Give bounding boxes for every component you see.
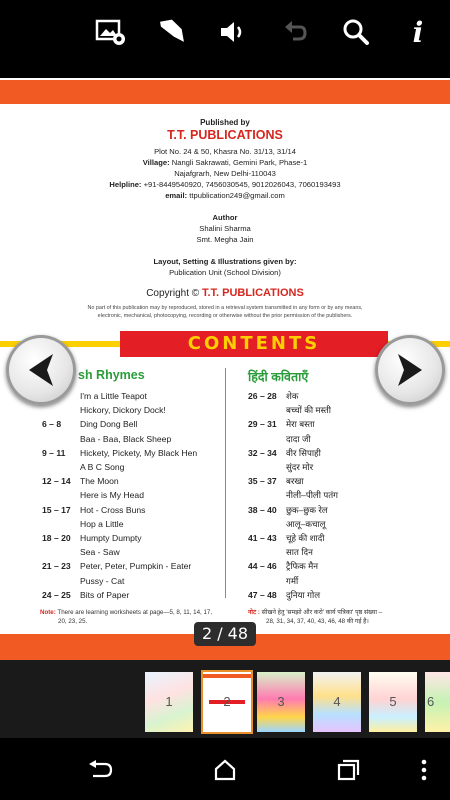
toc-title: सात दिन bbox=[286, 547, 313, 558]
toc-row[interactable] bbox=[248, 517, 326, 531]
toc-page-range: 6 – 8 bbox=[42, 419, 62, 430]
overflow-menu-button[interactable] bbox=[414, 756, 434, 784]
thumbnail-number: 1 bbox=[165, 694, 173, 709]
publisher-address-2: Najafgrarh, New Delhi-110043 bbox=[174, 169, 276, 178]
toc-row[interactable] bbox=[42, 432, 171, 446]
toc-row[interactable] bbox=[248, 545, 313, 559]
toc-row[interactable] bbox=[248, 417, 315, 431]
toc-title: शेक bbox=[286, 391, 299, 401]
toc-row[interactable] bbox=[248, 474, 304, 488]
toc-row[interactable] bbox=[248, 403, 331, 417]
toc-title: दादा जी bbox=[286, 433, 311, 444]
publisher-helpline bbox=[0, 179, 450, 190]
toc-page-range: 44 – 46 bbox=[248, 561, 277, 572]
toc-row[interactable] bbox=[42, 545, 120, 559]
toc-title: बच्चों की मस्ती bbox=[286, 405, 332, 416]
arrow-left-icon bbox=[23, 350, 59, 390]
recent-apps-icon bbox=[337, 759, 361, 781]
hindi-note-line-1: सीखने हेतु 'समझो और करो' कार्य पत्रिका' पृष्ठ संख्या – bbox=[261, 609, 383, 616]
toc-title: गर्मी bbox=[286, 575, 299, 586]
back-icon bbox=[87, 760, 113, 780]
thumbnail-page-3[interactable] bbox=[257, 672, 305, 732]
toc-row[interactable] bbox=[42, 588, 129, 602]
publisher-address-1: Plot No. 24 & 50, Khasra No. 31/13, 31/14 bbox=[154, 147, 296, 156]
toc-title: Hop a Little bbox=[80, 518, 124, 529]
undo-icon[interactable] bbox=[277, 14, 313, 50]
toc-row[interactable] bbox=[248, 574, 298, 588]
toc-row[interactable] bbox=[42, 517, 123, 531]
system-navigation-bar bbox=[0, 738, 450, 800]
disclaimer-line-2: electronic, mechanical, photocopying, recording or otherwise without the prior permission of the publishers. bbox=[97, 313, 353, 319]
toc-row[interactable] bbox=[248, 559, 318, 573]
toc-page-range: 47 – 48 bbox=[248, 589, 277, 600]
toc-title: ट्रैफिक मैन bbox=[286, 561, 319, 572]
toc-title: Hickory, Dickory Dock! bbox=[80, 405, 166, 416]
toc-row[interactable] bbox=[42, 417, 137, 431]
thumbnail-number: 6 bbox=[427, 694, 435, 709]
contents-title: CONTENTS bbox=[187, 333, 321, 354]
thumbnail-page-6[interactable] bbox=[425, 672, 450, 732]
email-label: email: bbox=[165, 191, 188, 200]
toc-page-range: 24 – 25 bbox=[42, 589, 71, 600]
toc-title: Humpty Dumpty bbox=[80, 533, 142, 543]
toc-title: बरखा bbox=[286, 476, 304, 487]
toc-title: I'm a Little Teapot bbox=[80, 391, 147, 401]
previous-page-button[interactable] bbox=[6, 335, 76, 405]
copyright-line bbox=[0, 287, 450, 299]
toc-title: नीली–पीली पतंग bbox=[286, 490, 338, 501]
toc-page-range: 26 – 28 bbox=[248, 391, 277, 401]
thumbnail-page-5[interactable] bbox=[369, 672, 417, 732]
toc-title: Hot - Cross Buns bbox=[80, 504, 146, 515]
toc-row[interactable] bbox=[248, 460, 313, 474]
toc-page-range: 9 – 11 bbox=[42, 447, 66, 458]
toc-row[interactable] bbox=[42, 403, 166, 417]
toc-row[interactable] bbox=[248, 531, 324, 545]
author-label: Author bbox=[212, 213, 238, 222]
next-page-button[interactable] bbox=[375, 335, 445, 405]
top-orange-band bbox=[0, 80, 450, 104]
toc-title: Ding Dong Bell bbox=[80, 419, 138, 430]
publisher-email bbox=[0, 190, 450, 201]
author-2: Smt. Megha Jain bbox=[196, 235, 254, 244]
top-toolbar bbox=[0, 0, 450, 78]
copyright-label: Copyright © bbox=[146, 288, 200, 299]
home-button[interactable] bbox=[210, 756, 240, 784]
toc-title: दुनिया गोल bbox=[286, 589, 321, 600]
arrow-right-icon bbox=[392, 350, 428, 390]
disclaimer bbox=[0, 304, 450, 320]
toc-page-range: 35 – 37 bbox=[248, 476, 277, 487]
toc-page-range: 29 – 31 bbox=[248, 419, 277, 430]
toc-page-range: 38 – 40 bbox=[248, 504, 277, 515]
home-icon bbox=[213, 759, 237, 781]
toc-row[interactable] bbox=[248, 488, 338, 502]
hindi-note-label: नोट : bbox=[248, 609, 260, 616]
toc-row[interactable] bbox=[42, 474, 119, 488]
toc-row[interactable] bbox=[248, 588, 320, 602]
layout-label: Layout, Setting & Illustrations given by: bbox=[153, 257, 297, 266]
thumbnail-page-2[interactable] bbox=[201, 670, 253, 734]
toc-title: Baa - Baa, Black Sheep bbox=[80, 433, 172, 444]
toc-title: सुंदर मोर bbox=[286, 462, 314, 472]
village-value: Nangli Sakrawati, Gemini Park, Phase-1 bbox=[171, 158, 308, 167]
toc-page-range: 15 – 17 bbox=[42, 504, 71, 515]
toc-row[interactable] bbox=[42, 460, 124, 474]
bookmark-icon[interactable] bbox=[153, 14, 189, 50]
thumbnail-page-1[interactable] bbox=[145, 672, 193, 732]
toc-page-range: 12 – 14 bbox=[42, 476, 71, 487]
column-divider bbox=[225, 368, 226, 598]
thumbnail-page-4[interactable] bbox=[313, 672, 361, 732]
author-1: Shalini Sharma bbox=[199, 224, 251, 233]
toc-page-range: 21 – 23 bbox=[42, 561, 71, 572]
publisher-name: T.T. PUBLICATIONS bbox=[167, 128, 283, 142]
more-vert-icon bbox=[421, 759, 427, 781]
english-note-line-2: 20, 23, 25. bbox=[58, 618, 88, 625]
page-counter: 2 / 48 bbox=[194, 622, 256, 646]
hindi-poems-heading: हिंदी कविताएँ bbox=[248, 370, 309, 384]
toc-title: चूहे की शादी bbox=[286, 533, 325, 543]
copyright-name: T.T. PUBLICATIONS bbox=[201, 287, 304, 299]
image-settings-icon[interactable] bbox=[93, 14, 129, 50]
toc-page-range: 32 – 34 bbox=[248, 447, 277, 458]
toc-title: मेरा बस्ता bbox=[286, 419, 315, 430]
thumbnail-number: 3 bbox=[277, 694, 285, 709]
thumbnail-number: 4 bbox=[333, 694, 341, 709]
layout-by: Publication Unit (School Division) bbox=[169, 268, 281, 277]
toc-row[interactable] bbox=[248, 446, 321, 460]
hindi-note-line-2: 28, 31, 34, 37, 40, 43, 46, 48 की गई है। bbox=[266, 618, 369, 625]
helpline-value: +91-8449540920, 7456030545, 9012026043, 7060193493 bbox=[143, 180, 341, 189]
published-by-heading: Published by bbox=[200, 118, 250, 127]
toc-title: A B C Song bbox=[80, 462, 125, 472]
toc-page-range: 41 – 43 bbox=[248, 533, 277, 543]
toc-row[interactable] bbox=[42, 559, 191, 573]
toc-title: Hickety, Pickety, My Black Hen bbox=[80, 447, 198, 458]
toc-row[interactable] bbox=[248, 432, 311, 446]
search-icon[interactable] bbox=[338, 14, 374, 50]
village-label: Village: bbox=[142, 158, 170, 167]
toc-title: The Moon bbox=[80, 476, 119, 487]
english-note bbox=[40, 608, 220, 626]
toc-title: आलू–कचालू bbox=[286, 518, 326, 529]
thumbnail-number: 5 bbox=[389, 694, 397, 709]
thumb-band bbox=[203, 674, 251, 678]
toc-page-range: 18 – 20 bbox=[42, 533, 71, 543]
toc-row[interactable] bbox=[42, 574, 124, 588]
english-note-line-1: There are learning worksheets at page—5, 8, 11, 14, 17, bbox=[57, 609, 213, 616]
toc-title: Sea - Saw bbox=[80, 547, 120, 558]
english-rhymes-heading: sh Rhymes bbox=[78, 368, 145, 382]
recent-apps-button[interactable] bbox=[334, 756, 364, 784]
info-label: i bbox=[412, 15, 424, 49]
toc-title: Bits of Paper bbox=[80, 589, 130, 600]
toc-row[interactable] bbox=[42, 488, 144, 502]
toc-row[interactable] bbox=[248, 503, 328, 517]
toc-title: छुक–छुक रेल bbox=[286, 504, 328, 515]
info-icon[interactable] bbox=[400, 14, 436, 50]
toc-row[interactable] bbox=[42, 446, 197, 460]
thumbnail-strip[interactable] bbox=[0, 660, 450, 738]
toc-title: Pussy - Cat bbox=[80, 575, 125, 586]
helpline-label: Helpline: bbox=[109, 180, 142, 189]
toc-row[interactable] bbox=[42, 531, 142, 545]
english-note-label: Note: bbox=[40, 609, 56, 616]
toc-title: वीर सिपाही bbox=[286, 447, 321, 458]
disclaimer-line-1: No part of this publication may by reproduced, stored in a retrieval system transmitted in any form or by any means, bbox=[87, 305, 363, 311]
toc-title: Here is My Head bbox=[80, 490, 144, 501]
publisher-village bbox=[0, 157, 450, 168]
toc-row[interactable] bbox=[42, 503, 145, 517]
toc-row[interactable] bbox=[248, 389, 298, 403]
volume-icon[interactable] bbox=[215, 14, 251, 50]
toc-title: Peter, Peter, Pumpkin - Eater bbox=[80, 561, 192, 572]
hindi-note bbox=[248, 608, 438, 626]
back-button[interactable] bbox=[85, 756, 115, 784]
thumbnail-number: 2 bbox=[223, 694, 231, 709]
email-value: ttpublication249@gmail.com bbox=[189, 191, 285, 200]
